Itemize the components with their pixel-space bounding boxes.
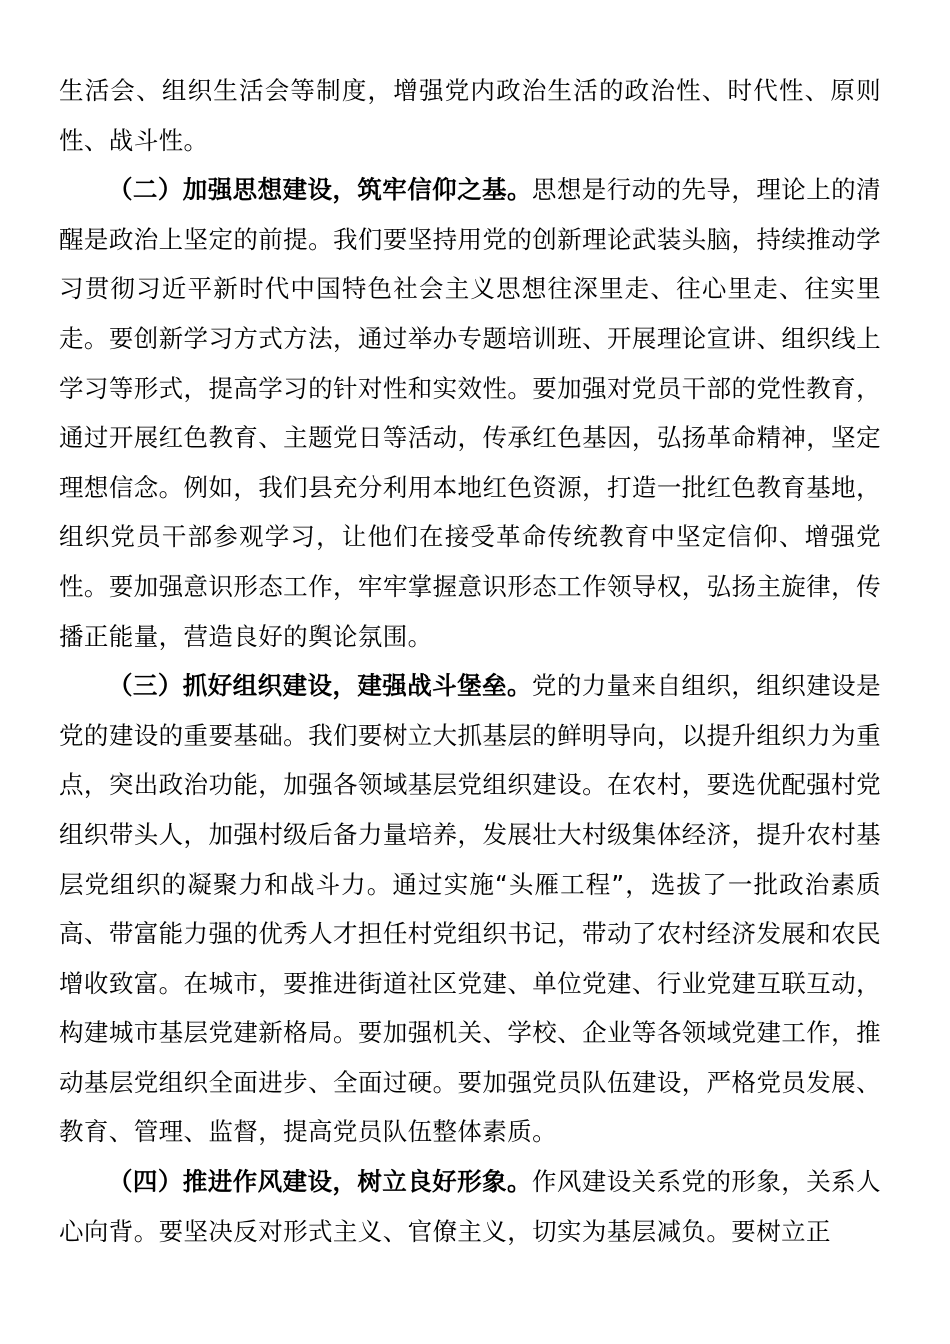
section-heading: （四）推进作风建设，树立良好形象。 [108,1167,532,1197]
paragraph-body: 思想是行动的先导，理论上的清醒是政治上坚定的前提。我们要坚持用党的创新理论武装头脑，持续推动学习贯彻习近平新时代中国特色社会主义思想往深里走、往心里走、往实里走。要创新学习方式方法，通过举办专题培训班、开展理论宣讲、组织线上学习等形式，提高学习的针对性和实效性。要加强对党员干部的党性教育，通过开展红色教育、主题党日等活动，传承红色基因，弘扬革命精神，坚定理想信念。例如，我们县充分利用本地红色资源，打造一批红色教育基地，组织党员干部参观学习，让他们在接受革命传统教育中坚定信仰、增强党性。要加强意识形态工作，牢牢掌握意识形态工作领导权，弘扬主旋律，传播正能量，营造良好的舆论氛围。 [59,175,881,651]
paragraph-continuation [59,66,881,165]
paragraph-body: 作风建设关系党的形象，关系人心向背。要坚决反对形式主义、官僚主义，切实为基层减负。要树立正 [59,1167,881,1246]
paragraph-body: 党的力量来自组织，组织建设是党的建设的重要基础。我们要树立大抓基层的鲜明导向，以提升组织力为重点，突出政治功能，加强各领域基层党组织建设。在农村，要选优配强村党组织带头人，加强村级后备力量培养，发展壮大村级集体经济，提升农村基层党组织的凝聚力和战斗力。通过实施“头雁工程”，选拔了一批政治素质高、带富能力强的优秀人才担任村党组织书记，带动了农村经济发展和农民增收致富。在城市，要推进街道社区党建、单位党建、行业党建互联互动，构建城市基层党建新格局。要加强机关、学校、企业等各领域党建工作，推动基层党组织全面进步、全面过硬。要加强党员队伍建设，严格党员发展、教育、管理、监督，提高党员队伍整体素质。 [59,671,881,1147]
paragraph-ideological-construction [59,165,881,661]
paragraph-work-style-construction [59,1157,881,1256]
paragraph-organizational-construction [59,661,881,1157]
document-body [59,66,881,1256]
section-heading: （二）加强思想建设，筑牢信仰之基。 [108,175,532,205]
section-heading: （三）抓好组织建设，建强战斗堡垒。 [108,671,532,701]
paragraph-body: 生活会、组织生活会等制度，增强党内政治生活的政治性、时代性、原则性、战斗性。 [59,76,881,155]
